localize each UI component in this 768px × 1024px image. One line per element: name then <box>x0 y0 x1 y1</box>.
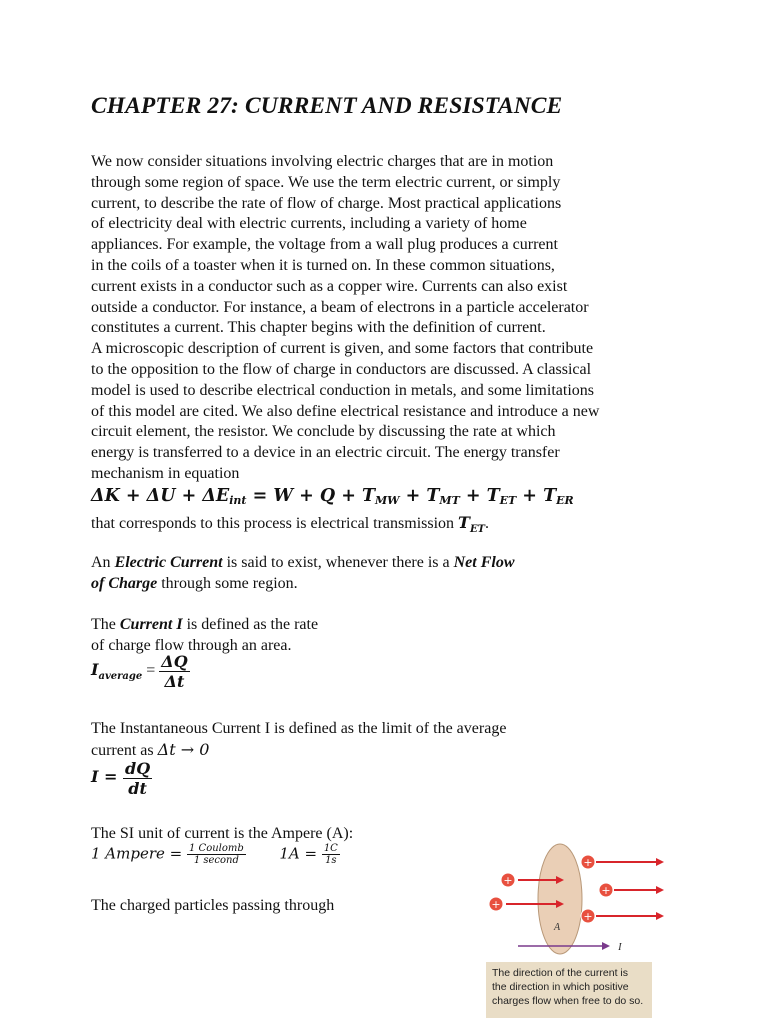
intro-line: current exists in a conductor such as a copper wire. Currents can also exist <box>91 277 568 295</box>
transmission-line: that corresponds to this process is electrical transmission $T_{ET}$. <box>91 513 490 536</box>
svg-text:+: + <box>583 856 593 869</box>
intro-line: outside a conductor. For instance, a beam of electrons in a particle accelerator <box>91 298 589 316</box>
intro-line: current, to describe the rate of flow of charge. Most practical applications <box>91 194 562 212</box>
intro-line: of electricity deal with electric currents, including a variety of home <box>91 215 527 233</box>
intro-line: model is used to describe electrical conduction in metals, and some limitations <box>91 381 594 399</box>
current-label: I <box>618 941 622 953</box>
svg-text:+: + <box>583 910 593 923</box>
instantaneous-current-equation: I = $\frac{dQ}{dt}$ <box>91 759 151 798</box>
ampere-equation: 1 Ampere = $\frac{\text{1 Coulomb}}{\text{1 second}}$ 1A = $\frac{1C}{1s}$ <box>91 843 338 866</box>
positive-charge-3 <box>581 855 595 869</box>
cross-section-area <box>538 844 582 954</box>
instantaneous-current-text: The Instantaneous Current I is defined as the limit of the average current as Δt → 0 <box>91 720 507 759</box>
flow-arrowhead-5 <box>656 912 664 920</box>
current-i-definition: The Current I is defined as the rate of charge flow through an area. <box>91 616 319 654</box>
svg-text:+: + <box>491 898 501 911</box>
intro-line: We now consider situations involving electric charges that are in motion <box>91 153 554 170</box>
positive-charge-5 <box>581 909 595 923</box>
positive-charge-1 <box>501 873 515 887</box>
intro-line: of this model are cited. We also define electrical resistance and introduce a new <box>91 402 600 420</box>
charged-particles-text: The charged particles passing through <box>91 897 335 914</box>
chapter-title: CHAPTER 27: CURRENT AND RESISTANCE <box>91 93 563 119</box>
energy-equation: $\Delta K + \Delta U + \Delta E_{int} = W + Q + T_{MW} + T_{MT} + T_{ET} + T_{ER}$ <box>91 486 574 507</box>
si-unit-text: The SI unit of current is the Ampere (A): <box>91 825 354 842</box>
intro-line: constitutes a current. This chapter begins with the definition of current. <box>91 319 546 337</box>
intro-line: A microscopic description of current is given, and some factors that contribute <box>91 340 594 358</box>
intro-line: energy is transferred to a device in an electric circuit. The energy transfer <box>91 444 560 462</box>
flow-arrowhead-3 <box>656 858 664 866</box>
intro-line: to the opposition to the flow of charge in conductors are discussed. A classical <box>91 360 592 378</box>
positive-charge-4 <box>599 883 613 897</box>
electric-current-definition: An Electric Current is said to exist, whenever there is a Net Flow of Charge through some region. <box>91 554 515 592</box>
svg-text:+: + <box>601 884 611 897</box>
intro-paragraph <box>91 152 661 485</box>
figure-caption: The direction of the current is the direction in which positive charges flow when free to do so. <box>486 962 652 1018</box>
area-label: A <box>554 922 561 933</box>
intro-line: in the coils of a toaster when it is turned on. In these common situations, <box>91 256 555 274</box>
average-current-equation: $I_{average}$ = $\frac{\Delta Q}{\Delta t}$ <box>91 652 188 691</box>
svg-text:+: + <box>503 874 513 887</box>
positive-charge-2 <box>489 897 503 911</box>
intro-line: through some region of space. We use the term electric current, or simply <box>91 173 561 191</box>
intro-line: appliances. For example, the voltage from a wall plug produces a current <box>91 236 558 254</box>
flow-arrowhead-4 <box>656 886 664 894</box>
current-direction-arrowhead <box>602 942 610 950</box>
intro-line: mechanism in equation <box>91 464 240 482</box>
intro-line: circuit element, the resistor. We conclude by discussing the rate at which <box>91 423 556 441</box>
